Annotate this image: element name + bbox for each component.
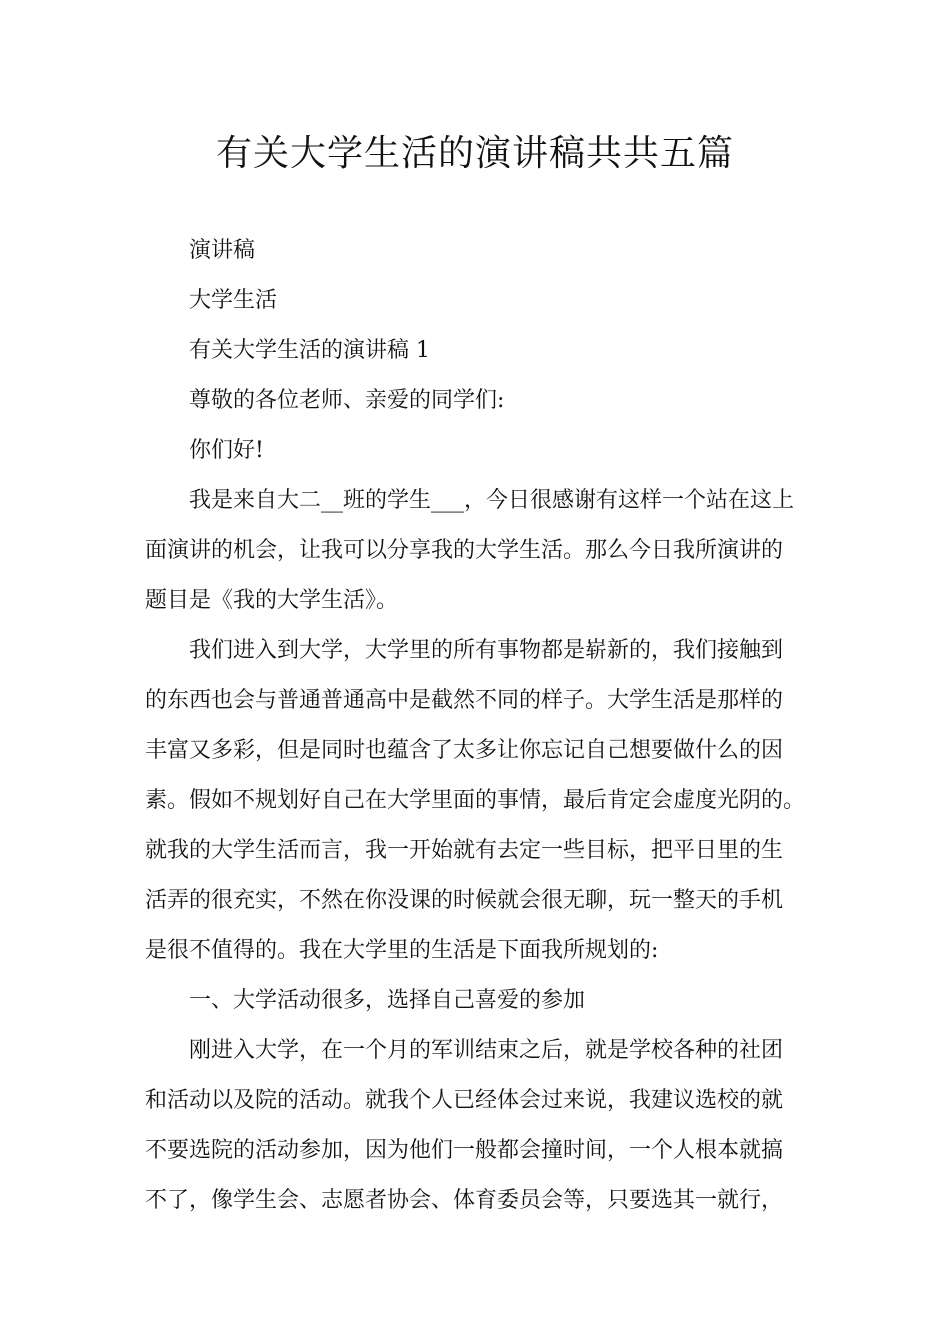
doc-line: 素。假如不规划好自己在大学里面的事情，最后肯定会虚度光阴的。 [145, 788, 806, 813]
doc-line: 的东西也会与普通普通高中是截然不同的样子。大学生活是那样的 [145, 688, 784, 713]
doc-line: 丰富又多彩，但是同时也蕴含了太多让你忘记自己想要做什么的因 [145, 738, 784, 763]
doc-line: 面演讲的机会，让我可以分享我的大学生活。那么今日我所演讲的 [145, 538, 784, 563]
doc-line: 一、大学活动很多，选择自己喜爱的参加 [189, 988, 586, 1013]
doc-line: 有关大学生活的演讲稿 1 [189, 338, 430, 363]
doc-line: 不要选院的活动参加，因为他们一般都会撞时间，一个人根本就搞 [145, 1138, 784, 1163]
doc-line: 我是来自大二__班的学生___，今日很感谢有这样一个站在这上 [189, 488, 795, 513]
doc-line: 和活动以及院的活动。就我个人已经体会过来说，我建议选校的就 [145, 1088, 784, 1113]
doc-line: 尊敬的各位老师、亲爱的同学们: [189, 388, 505, 413]
doc-line: 就我的大学生活而言，我一开始就有去定一些目标，把平日里的生 [145, 838, 784, 863]
doc-line: 题目是《我的大学生活》。 [145, 588, 399, 613]
doc-line: 我们进入到大学，大学里的所有事物都是崭新的，我们接触到 [189, 638, 784, 663]
doc-line: 大学生活 [189, 288, 278, 313]
doc-line: 刚进入大学，在一个月的军训结束之后，就是学校各种的社团 [189, 1038, 784, 1063]
doc-line: 活弄的很充实，不然在你没课的时候就会很无聊，玩一整天的手机 [145, 888, 784, 913]
doc-line: 你们好! [189, 438, 264, 463]
doc-line: 演讲稿 [189, 238, 256, 263]
doc-line: 不了，像学生会、志愿者协会、体育委员会等，只要选其一就行， [145, 1188, 784, 1213]
doc-line: 是很不值得的。我在大学里的生活是下面我所规划的: [145, 938, 659, 963]
document-title: 有关大学生活的演讲稿共共五篇 [215, 133, 734, 174]
